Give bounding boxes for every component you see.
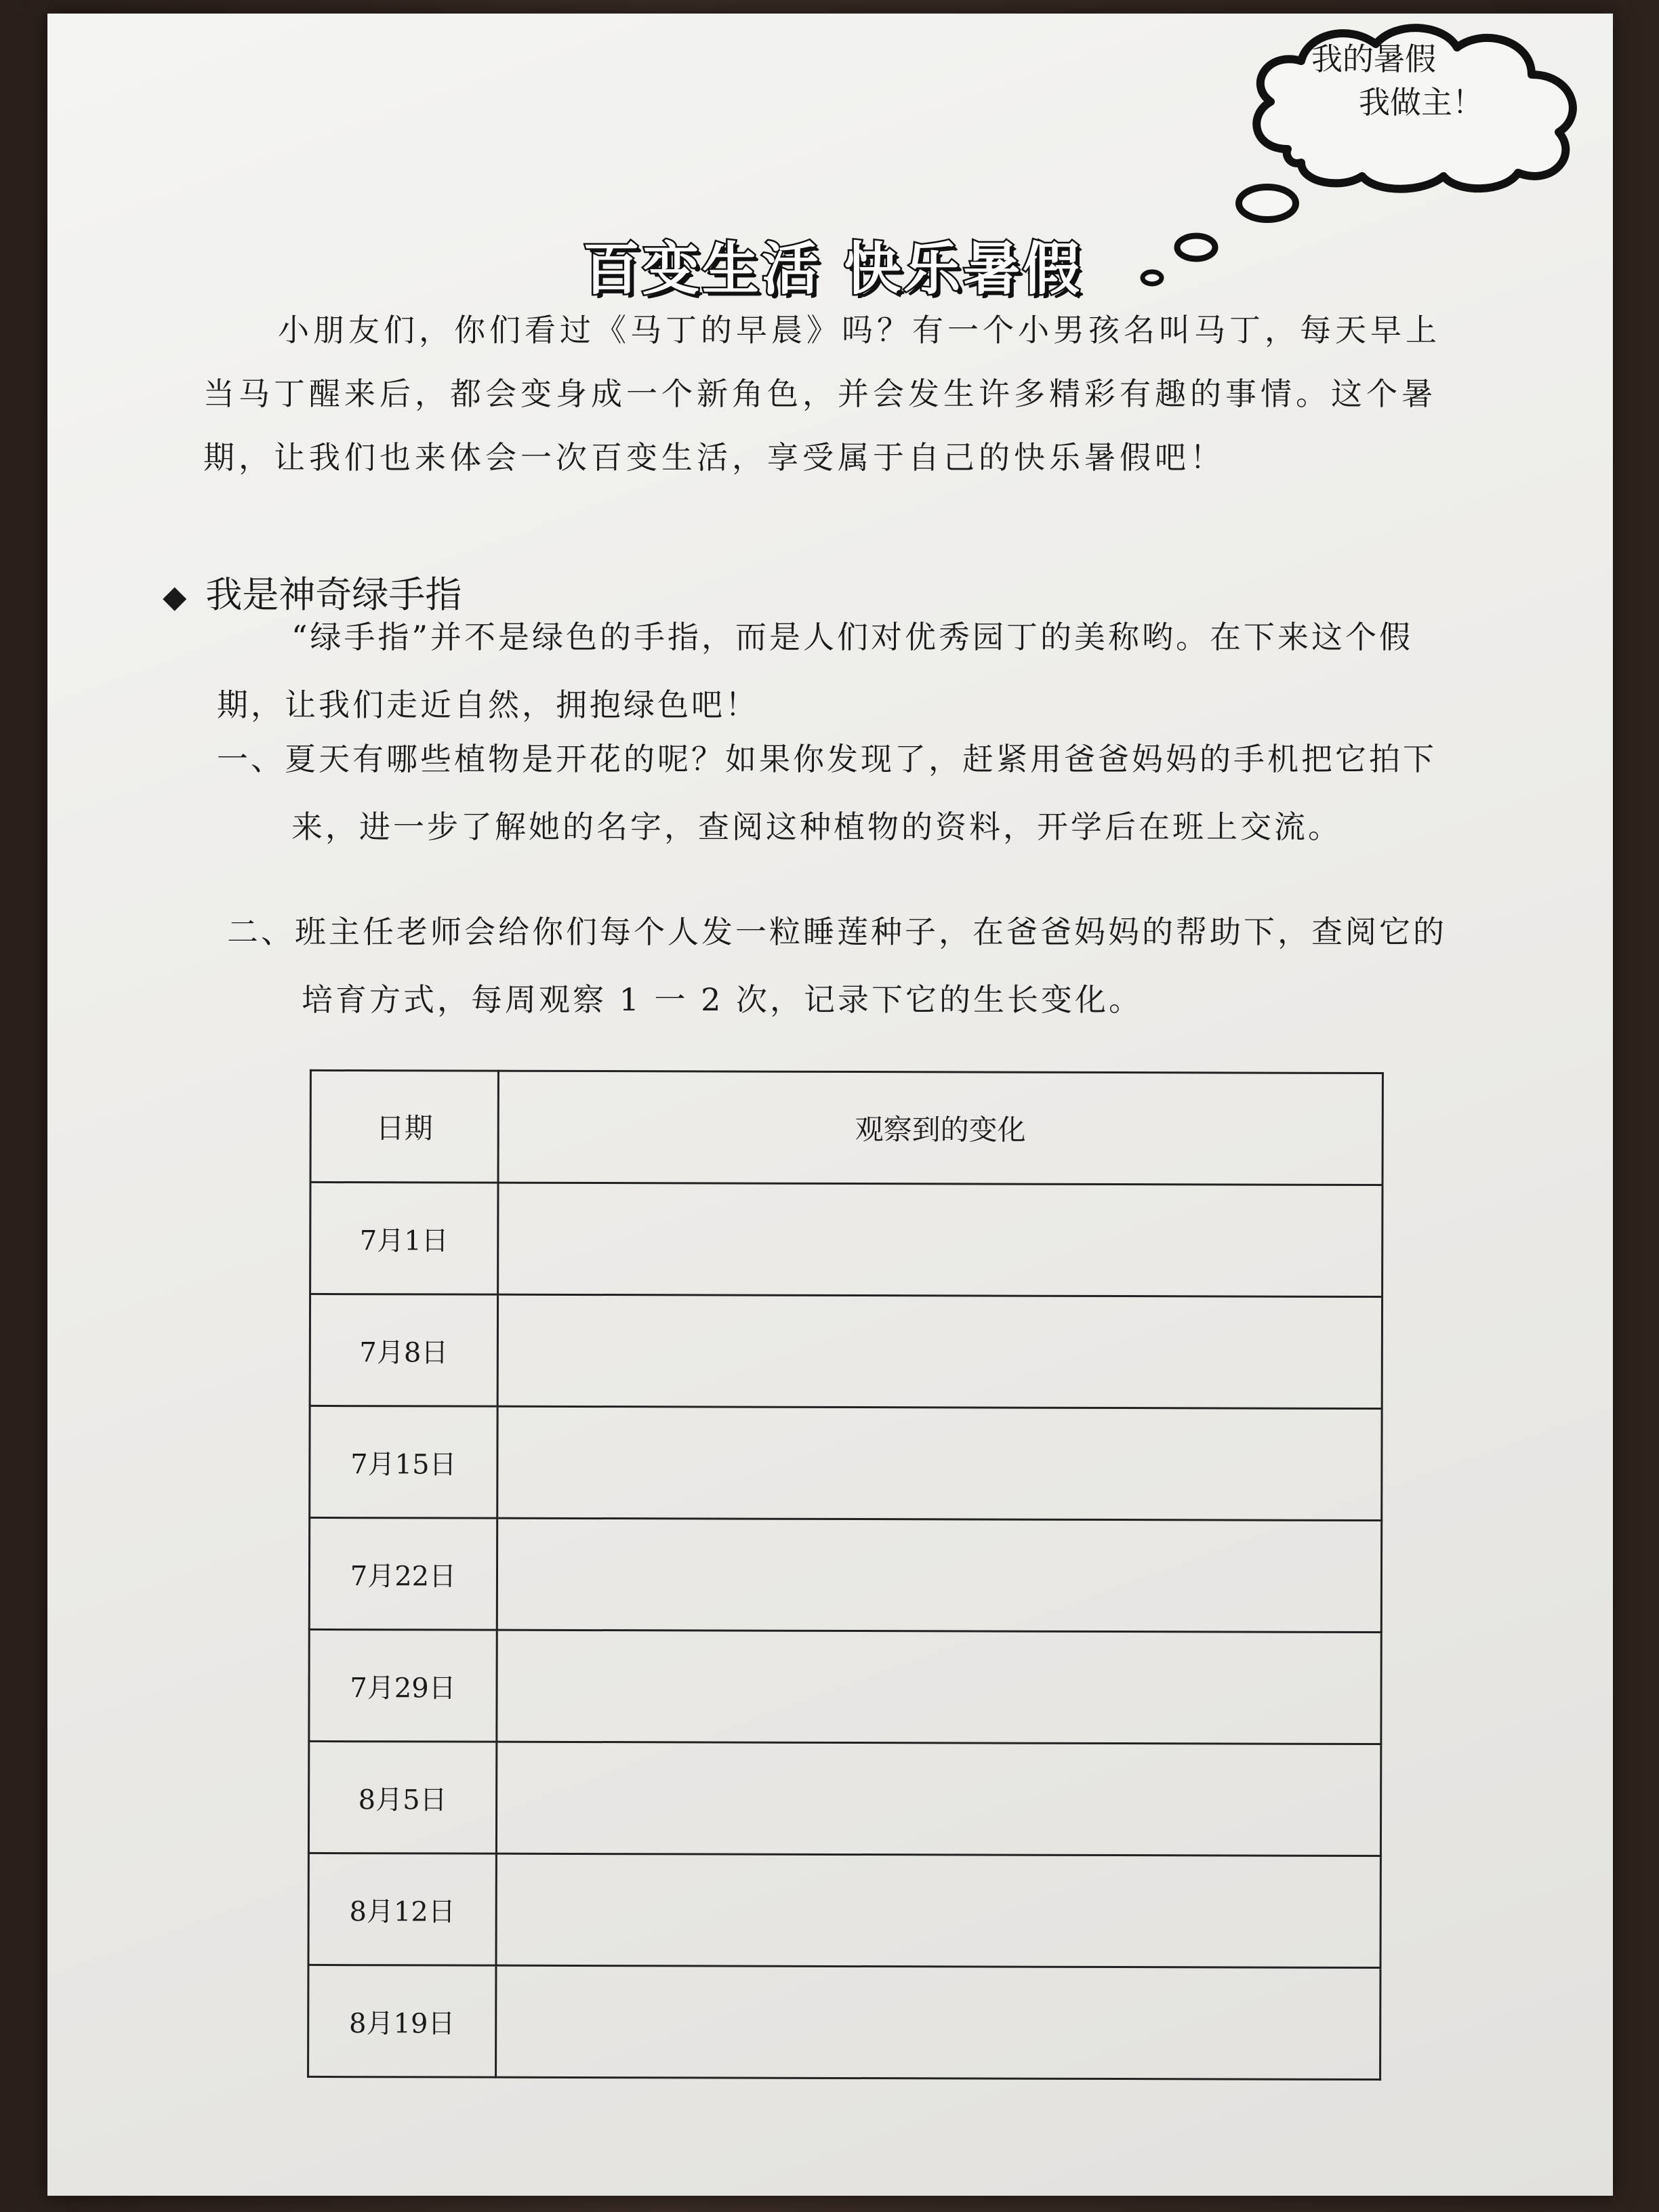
row-change-cell[interactable]: [497, 1518, 1381, 1632]
row-date: 8月19日: [308, 1965, 496, 2077]
header-change: 观察到的变化: [498, 1071, 1382, 1185]
row-change-cell[interactable]: [498, 1183, 1382, 1296]
section-heading-text: 我是神奇绿手指: [205, 573, 462, 616]
row-date: 7月15日: [310, 1406, 497, 1518]
row-date: 7月8日: [310, 1294, 497, 1406]
green-finger-paragraph: “绿手指”并不是绿色的手指，而是人们对优秀园丁的美称哟。在下来这个假期，让我们走近自然，拥抱绿色吧！: [217, 619, 1414, 723]
row-change-cell[interactable]: [496, 1965, 1380, 2079]
row-date: 7月1日: [310, 1182, 498, 1294]
task-item-1: 一、夏天有哪些植物是开花的呢？如果你发现了，赶紧用爸爸妈妈的手机把它拍下来，进一步了解她的名字，查阅这种植物的资料，开学后在班上交流。: [217, 741, 1437, 845]
table-row: [308, 1853, 1380, 1967]
row-change-cell[interactable]: [496, 1853, 1380, 1967]
thought-bubbles: [1132, 183, 1308, 291]
row-change-cell[interactable]: [496, 1742, 1380, 1856]
row-date: 8月5日: [308, 1741, 496, 1853]
table-row: [310, 1294, 1382, 1408]
table-row: [310, 1406, 1382, 1520]
table-row: [309, 1517, 1381, 1632]
cloud-line-1: 我的暑假: [1311, 41, 1436, 77]
row-change-cell[interactable]: [497, 1406, 1382, 1520]
header-date: 日期: [310, 1070, 498, 1183]
cloud-text: [1311, 37, 1515, 124]
observation-table: [307, 1069, 1384, 2081]
table-row: [308, 1965, 1380, 2079]
diamond-bullet-icon: ◆: [163, 578, 187, 615]
row-change-cell[interactable]: [497, 1294, 1382, 1408]
cloud-line-2: 我做主！: [1359, 84, 1483, 121]
table-row: [310, 1182, 1382, 1296]
table-header-row: [310, 1070, 1382, 1185]
page-title: 百变生活 快乐暑假: [583, 236, 1083, 302]
row-date: 7月29日: [309, 1629, 497, 1742]
row-date: 7月22日: [309, 1517, 497, 1630]
table-row: [308, 1741, 1380, 1856]
row-date: 8月12日: [308, 1853, 496, 1965]
task-item-2: 二、班主任老师会给你们每个人发一粒睡莲种子，在爸爸妈妈的帮助下，查阅它的培育方式，每周观察 1 一 2 次，记录下它的生长变化。: [227, 914, 1447, 1018]
table-row: [309, 1629, 1381, 1744]
intro-paragraph: 小朋友们，你们看过《马丁的早晨》吗？有一个小男孩名叫马丁，每天早上当马丁醒来后，都会变身成一个新角色，并会发生许多精彩有趣的事情。这个暑期，让我们也来体会一次百变生活，享受属于自己的快乐暑假吧！: [203, 312, 1441, 476]
row-change-cell[interactable]: [497, 1630, 1381, 1744]
